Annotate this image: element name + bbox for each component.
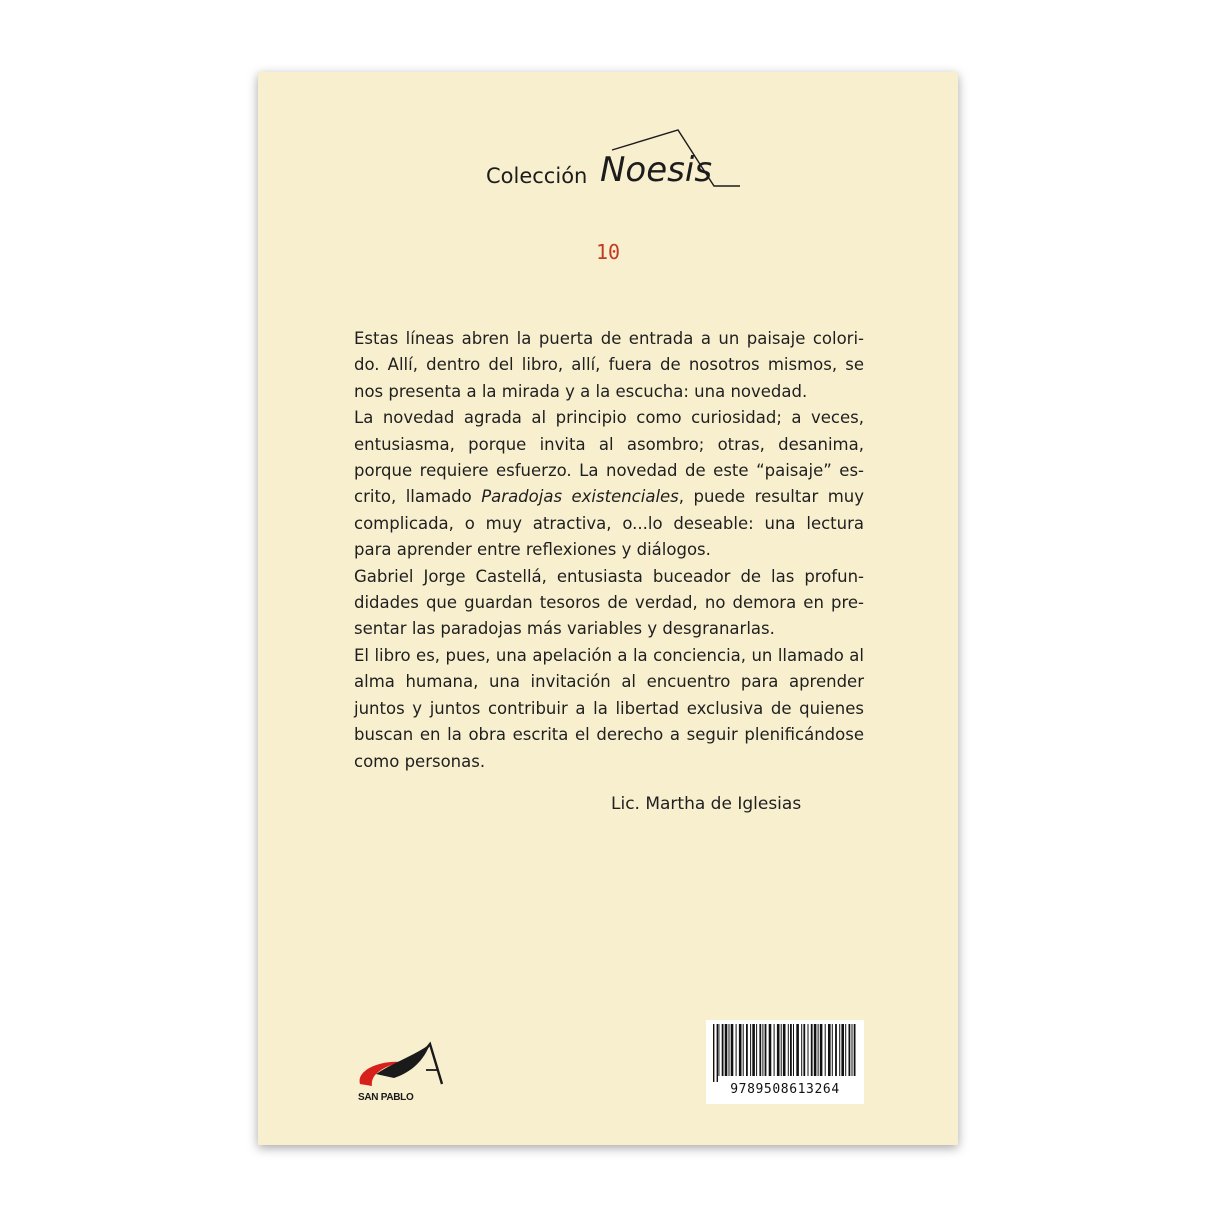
barcode-bars-icon	[711, 1024, 859, 1082]
volume-number: 10	[595, 240, 621, 264]
san-pablo-logo-icon	[354, 1040, 454, 1096]
blurb-paragraph-1: Estas líneas abren la puerta de entrada a un paisaje colori-do. Allí, dentro del libro, allí, fuera de nosotros mismos, se nos presenta a la mirada y a la escucha: una novedad.	[354, 329, 864, 401]
blurb-paragraph-3: Gabriel Jorge Castellá, entusiasta buceador de las profun-didades que guardan tesoros de verdad, no demora en pre-sentar las paradojas más variables y desgranarlas.	[354, 566, 864, 639]
blurb-author: Lic. Martha de Iglesias	[611, 794, 802, 814]
series-logo	[482, 128, 742, 194]
blurb-paragraph-4: El libro es, pues, una apelación a la conciencia, un llamado al alma humana, una invitación al encuentro para aprender juntos y juntos contribuir a la libertad exclusiva de quienes buscan en la obra escrita el derecho a seguir plenificándose como personas.	[354, 645, 864, 771]
publisher-name: SAN PABLO	[358, 1092, 414, 1103]
blurb-paragraph-2-end: , puede resultar muy complicada, o muy atractiva, o...lo deseable: una lectura para aprender entre reflexiones y diálogos.	[354, 487, 864, 560]
series-name: Noesis	[600, 150, 713, 190]
isbn-number: 9789508613264	[730, 1082, 840, 1097]
blurb-paragraph-2-start: La novedad agrada al principio como curiosidad; a veces, entusiasma, porque invita al asombro; otras, desanima, porque requiere esfuerzo. La novedad de este “paisaje” es-crito, llamado	[354, 408, 864, 507]
blurb-paragraph-2	[354, 405, 864, 563]
barcode	[706, 1020, 864, 1104]
book-back-cover	[258, 72, 958, 1145]
book-title: Paradojas existenciales	[481, 487, 679, 507]
series-prefix: Colección	[486, 164, 588, 188]
blurb-text	[354, 326, 864, 775]
publisher-logo	[354, 1040, 454, 1110]
